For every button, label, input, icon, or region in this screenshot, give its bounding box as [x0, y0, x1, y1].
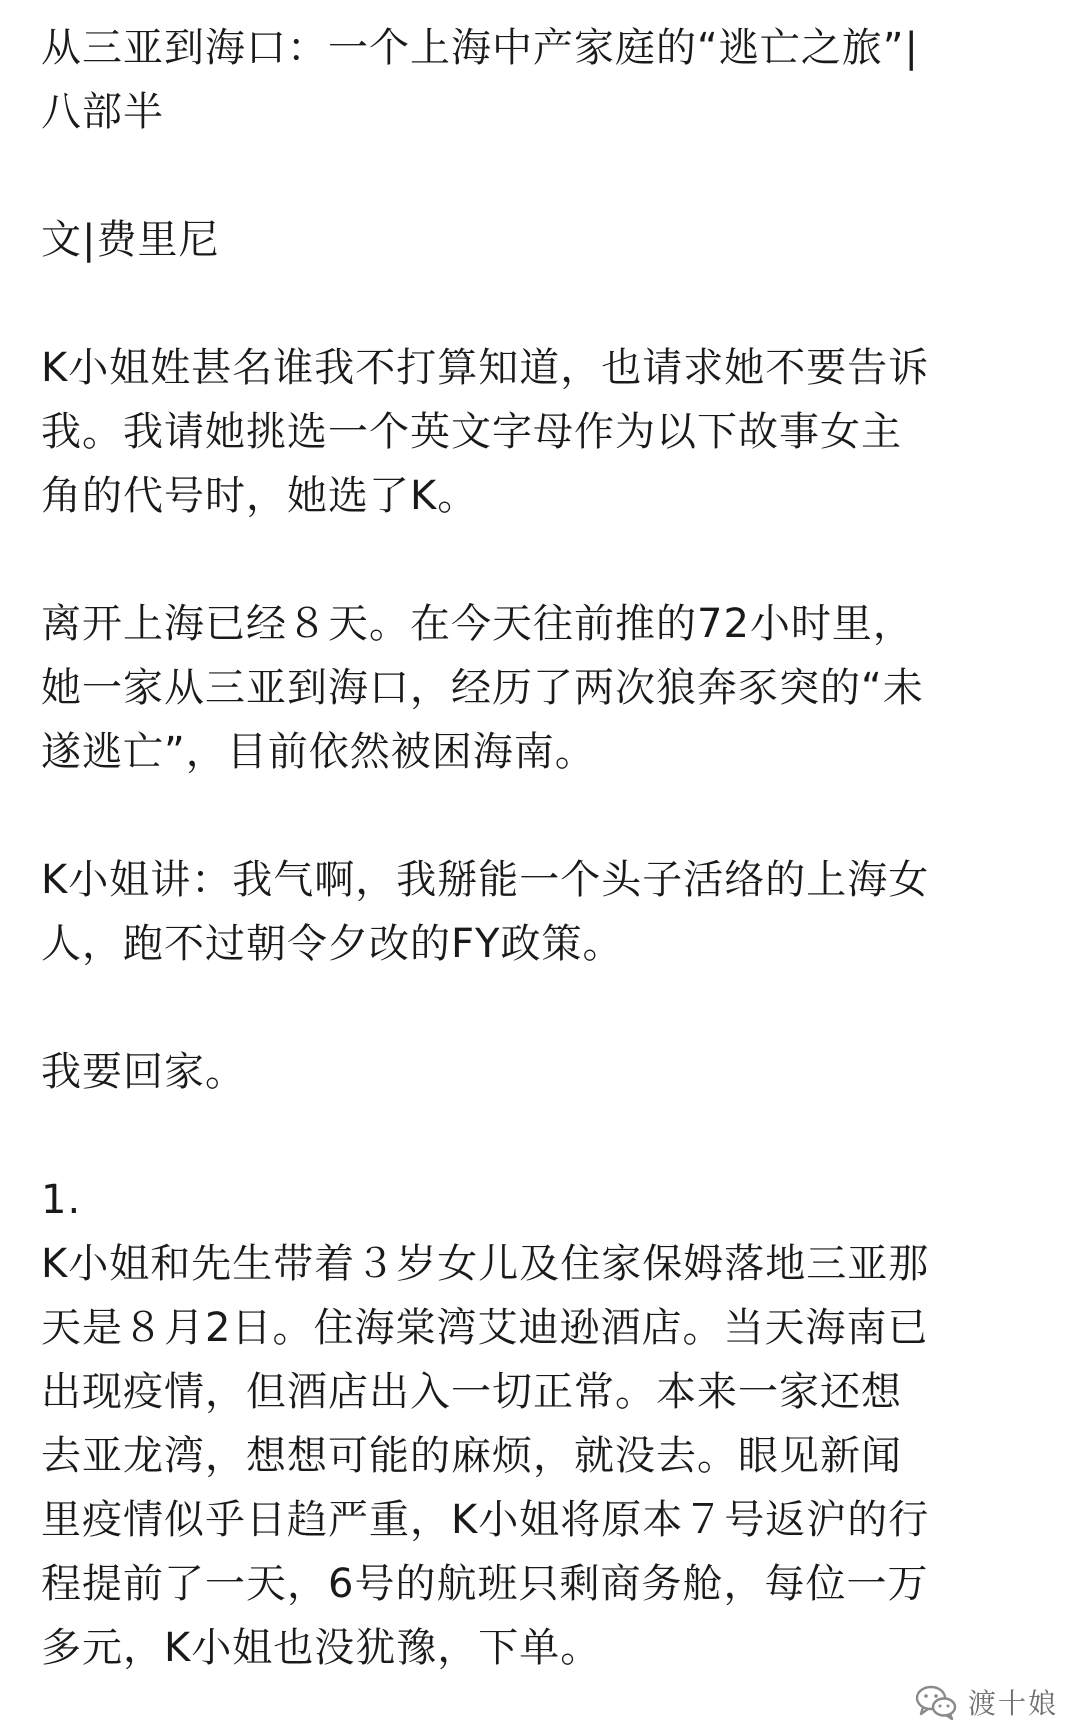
- paragraph: K小姐讲：我气啊，我掰能一个头子活络的上海女人，跑不过朝令夕改的FY政策。: [41, 857, 930, 967]
- section-paragraph: K小姐和先生带着３岁女儿及住家保姆落地三亚那天是８月2日。住海棠湾艾迪逊酒店。当天海南已出现疫情，但酒店出入一切正常。本来一家还想去亚龙湾，想想可能的麻烦，就没去。眼见新闻里疫情似乎日趋严重，K小姐将原本７号返沪的行程提前了一天，6号的航班只剩商务舱，每位一万多元，K小姐也没犹豫，下单。: [41, 1241, 930, 1671]
- paragraph: K小姐姓甚名谁我不打算知道，也请求她不要告诉我。我请她挑选一个英文字母作为以下故事女主角的代号时，她选了K。: [41, 345, 930, 519]
- wechat-icon: [914, 1683, 958, 1721]
- article-title: 从三亚到海口：一个上海中产家庭的“逃亡之旅”| 八部半: [41, 25, 933, 135]
- watermark: [914, 1677, 1058, 1727]
- paragraph: 离开上海已经８天。在今天往前推的72小时里，她一家从三亚到海口，经历了两次狼奔豕突的“未遂逃亡”，目前依然被困海南。: [41, 601, 924, 775]
- article-body: [41, 16, 1051, 1680]
- article-byline: 文|费里尼: [41, 217, 220, 263]
- watermark-text: 渡十娘: [967, 1687, 1058, 1720]
- paragraph: 我要回家。: [41, 1049, 246, 1095]
- section-number: 1.: [41, 1177, 82, 1223]
